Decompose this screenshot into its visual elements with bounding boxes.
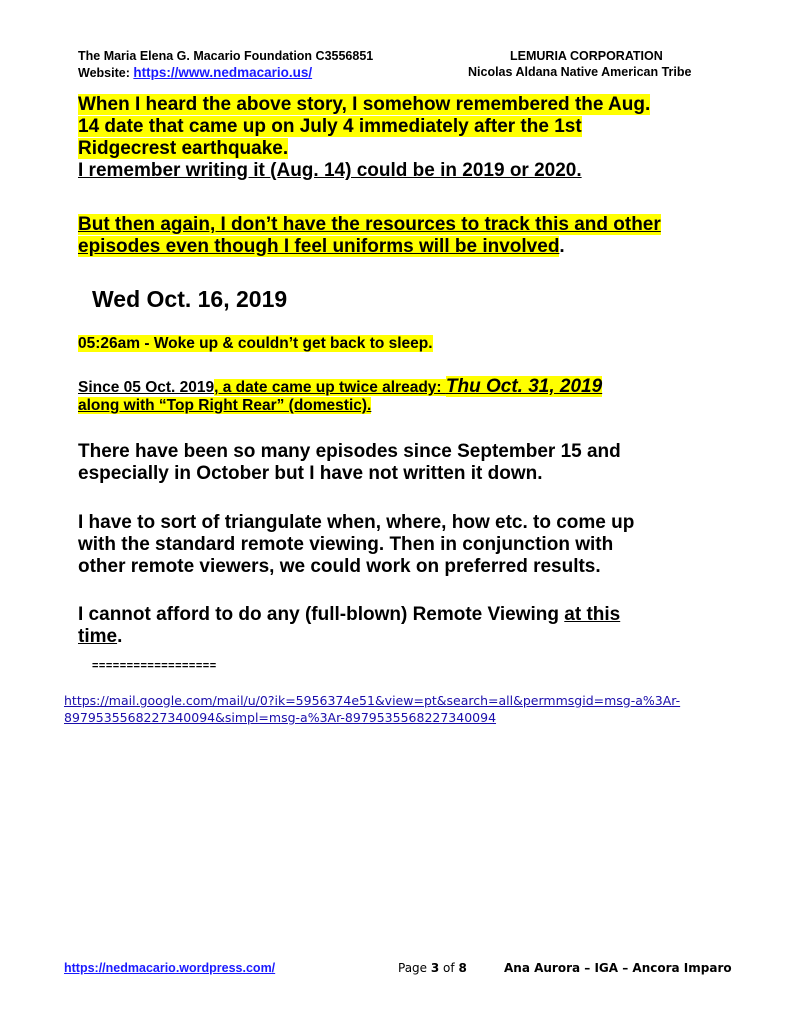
woke-text: 05:26am - Woke up & couldn’t get back to sleep.	[78, 335, 433, 352]
p5-line1-start: I cannot afford to do any (full-blown) Remote Viewing	[78, 604, 565, 625]
p5-line1-underlined: at this	[564, 604, 621, 625]
paragraph-afford	[78, 604, 758, 648]
footer-link[interactable]: https://nedmacario.wordpress.com/	[64, 961, 276, 975]
paragraph-resources	[78, 214, 758, 258]
para1-line2: 14 date that came up on July 4 immediately after the 1st	[78, 116, 582, 137]
since-paragraph	[78, 378, 778, 415]
gmail-link[interactable]: https://mail.google.com/mail/u/0?ik=5956374e51&view=pt&search=all&permmsgid=msg-a%3Ar-8979535568227340094&simpl=msg-a%3Ar-8979535568227340094	[64, 693, 681, 725]
p3-line1: There have been so many episodes since September 15 and	[78, 441, 621, 462]
footer-right-text: Ana Aurora – IGA – Ancora Imparo	[504, 961, 732, 975]
footer-page-current: 3	[430, 961, 440, 975]
p5-line2-end: .	[117, 626, 123, 647]
footer-page-of: of	[439, 961, 459, 975]
paragraph-aug14	[78, 94, 758, 182]
since-line2: along with “Top Right Rear” (domestic).	[78, 397, 372, 414]
header-website-link[interactable]: https://www.nedmacario.us/	[133, 65, 313, 80]
header-website-label: Website:	[78, 66, 134, 80]
para1-line1: When I heard the above story, I somehow remembered the Aug.	[78, 94, 651, 115]
separator: ==================	[92, 660, 217, 672]
p3-line2: especially in October but I have not written it down.	[78, 463, 543, 484]
footer-page-label: Page	[398, 961, 431, 975]
para1-line3: Ridgecrest earthquake.	[78, 138, 289, 159]
p4-line1: I have to sort of triangulate when, where, how etc. to come up	[78, 512, 635, 533]
paragraph-triangulate	[78, 512, 758, 578]
header-website	[78, 65, 312, 81]
para2-line2-end: .	[559, 236, 565, 257]
header-corporation: LEMURIA CORPORATION	[510, 49, 663, 63]
para2-line2: episodes even though I feel uniforms will be involved	[78, 236, 560, 257]
woke-line	[78, 335, 433, 353]
header-foundation: The Maria Elena G. Macario Foundation C3556851	[78, 49, 374, 63]
since-part2: , a date came up twice already:	[214, 379, 446, 396]
since-part1: Since 05 Oct. 2019	[78, 379, 215, 396]
footer-page-number	[398, 961, 467, 975]
p4-line2: with the standard remote viewing. Then in conjunction with	[78, 534, 614, 555]
date-heading: Wed Oct. 16, 2019	[92, 286, 288, 312]
p4-line3: other remote viewers, we could work on preferred results.	[78, 556, 601, 577]
paragraph-episodes	[78, 441, 758, 485]
since-date: Thu Oct. 31, 2019	[445, 376, 603, 397]
para2-line1: But then again, I don’t have the resources to track this and other	[78, 214, 661, 235]
p5-line2-underlined: time	[78, 626, 118, 647]
para1-line4: I remember writing it (Aug. 14) could be in 2019 or 2020.	[78, 160, 582, 181]
footer-page-total: 8	[458, 961, 467, 975]
header-tribe: Nicolas Aldana Native American Tribe	[468, 65, 692, 79]
